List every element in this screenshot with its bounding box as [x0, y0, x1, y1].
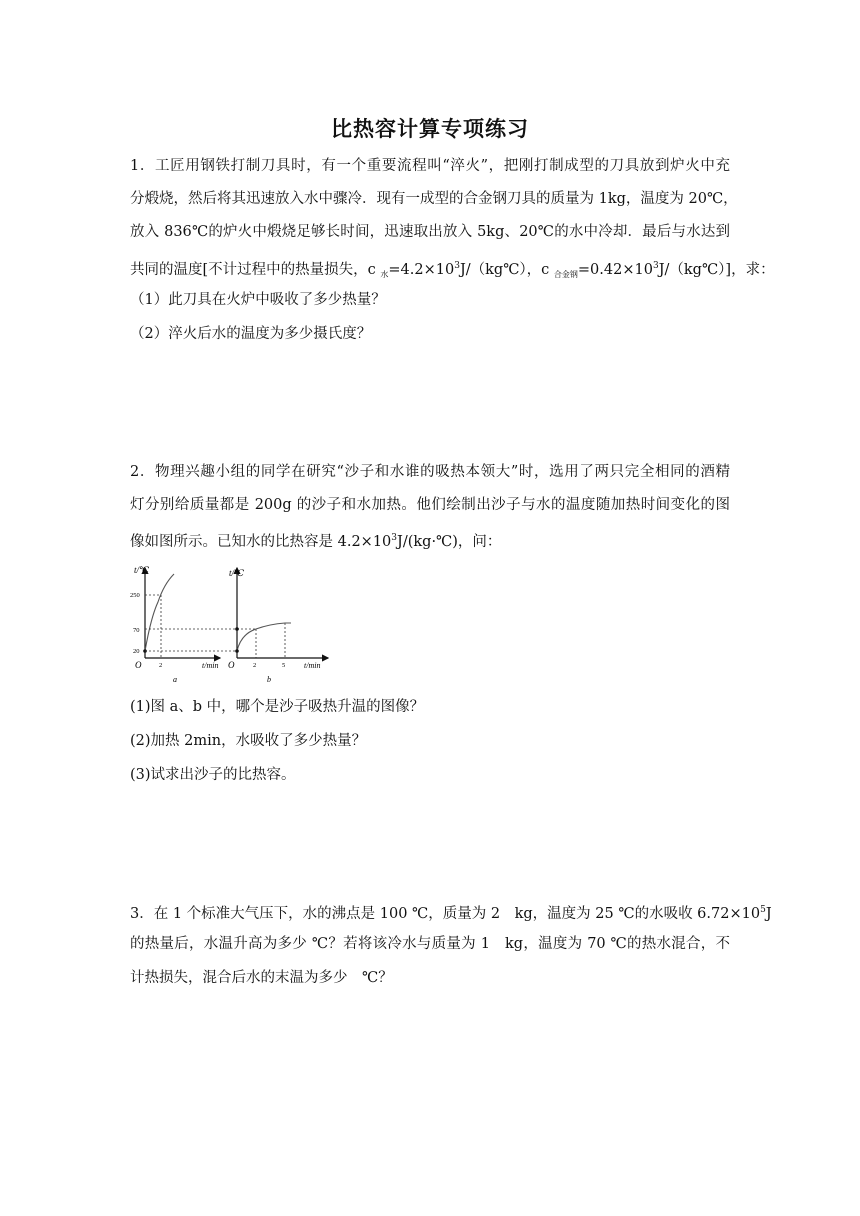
- graph-a-ytick-250: 250: [130, 592, 140, 599]
- q1-line-4-c: J/（kg℃），c: [459, 262, 554, 278]
- q1-sup-1: 3: [454, 261, 460, 271]
- graph-b-xlabel: t/min: [304, 661, 321, 670]
- q3-line-1-b: J: [765, 906, 772, 922]
- q2-figure: [128, 562, 338, 690]
- q3-line-3: 计热损失，混合后水的末温为多少 ℃？: [130, 970, 393, 986]
- graph-a-origin: O: [135, 660, 142, 670]
- graph-a: [130, 565, 220, 684]
- q1-line-4: [130, 256, 775, 285]
- temperature-graphs: [128, 562, 338, 686]
- q2-sub-question-2: (2)加热 2min，水吸收了多少热量？: [130, 733, 367, 749]
- q3-sup: 5: [760, 905, 766, 915]
- q3-line-1: [130, 900, 772, 924]
- q1-line-3: 放入 836℃的炉火中煅烧足够长时间，迅速取出放入 5kg、20℃的水中冷却．最后与水达到: [130, 224, 730, 240]
- graph-b-ylabel: t/℃: [229, 568, 245, 578]
- q1-sub-question-1: （1）此刀具在火炉中吸收了多少热量？: [130, 292, 386, 308]
- q3-line-1-a: 3．在 1 个标准大气压下，水的沸点是 100 ℃，质量为 2 kg，温度为 25 ℃的水吸收 6.72×10: [130, 906, 761, 922]
- q2-line-2: 灯分别给质量都是 200g 的沙子和水加热。他们绘制出沙子与水的温度随加热时间变化的图: [130, 497, 730, 513]
- q1-line-4-e: J/（kg℃）]，求：: [658, 262, 775, 278]
- q1-line-2: 分煅烧，然后将其迅速放入水中骤冷．现有一成型的合金钢刀具的质量为 1kg，温度为 20℃，: [130, 191, 738, 207]
- graph-a-ytick-20: 20: [133, 648, 140, 655]
- graph-a-caption: a: [173, 675, 177, 684]
- graph-b-start-point: [235, 649, 239, 653]
- graph-b-caption: b: [267, 675, 271, 684]
- graph-a-curve: [145, 574, 174, 651]
- q1-sub-question-2: （2）淬火后水的温度为多少摄氏度？: [130, 326, 372, 342]
- q2-line-3: [130, 528, 501, 552]
- graph-b-origin: O: [228, 660, 235, 670]
- graph-a-ylabel: t/℃: [134, 565, 150, 575]
- graph-b-point-70: [235, 627, 239, 631]
- q1-line-4-b: =4.2×10: [388, 262, 455, 278]
- q1-line-4-a: 共同的温度[不计过程中的热量损失，c: [130, 262, 381, 278]
- graph-a-xlabel: t/min: [202, 661, 219, 670]
- graph-b-xtick-2: 2: [253, 662, 257, 669]
- q2-sub-question-1: (1)图 a、b 中，哪个是沙子吸热升温的图像？: [130, 699, 425, 715]
- q2-sub-question-3: (3)试求出沙子的比热容。: [130, 767, 296, 783]
- q1-line-1: 1．工匠用钢铁打制刀具时，有一个重要流程叫“淬火”，把刚打制成型的刀具放到炉火中充: [130, 158, 730, 174]
- q3-line-2: 的热量后，水温升高为多少 ℃？若将该冷水与质量为 1 kg，温度为 70 ℃的热水混合，不: [130, 936, 730, 952]
- q2-sup: 3: [391, 533, 398, 543]
- q1-sup-2: 3: [652, 261, 659, 271]
- graph-a-xtick-2: 2: [159, 662, 163, 669]
- page-title: 比热容计算专项练习: [331, 117, 529, 141]
- q1-sub-water: 水: [380, 270, 389, 279]
- q2-line-3-b: J/(kg·℃)，问：: [397, 534, 502, 550]
- q2-line-1: 2．物理兴趣小组的同学在研究“沙子和水谁的吸热本领大”时，选用了两只完全相同的酒精: [130, 464, 730, 480]
- q1-sub-alloy: 合金钢: [553, 270, 578, 279]
- q1-line-4-d: =0.42×10: [577, 262, 653, 278]
- graph-b-curve: [237, 623, 291, 651]
- graph-b: [145, 568, 328, 684]
- graph-b-xtick-5: 5: [282, 662, 286, 669]
- graph-a-ytick-70: 70: [133, 627, 140, 634]
- q2-line-3-a: 像如图所示。已知水的比热容是 4.2×10: [130, 534, 392, 550]
